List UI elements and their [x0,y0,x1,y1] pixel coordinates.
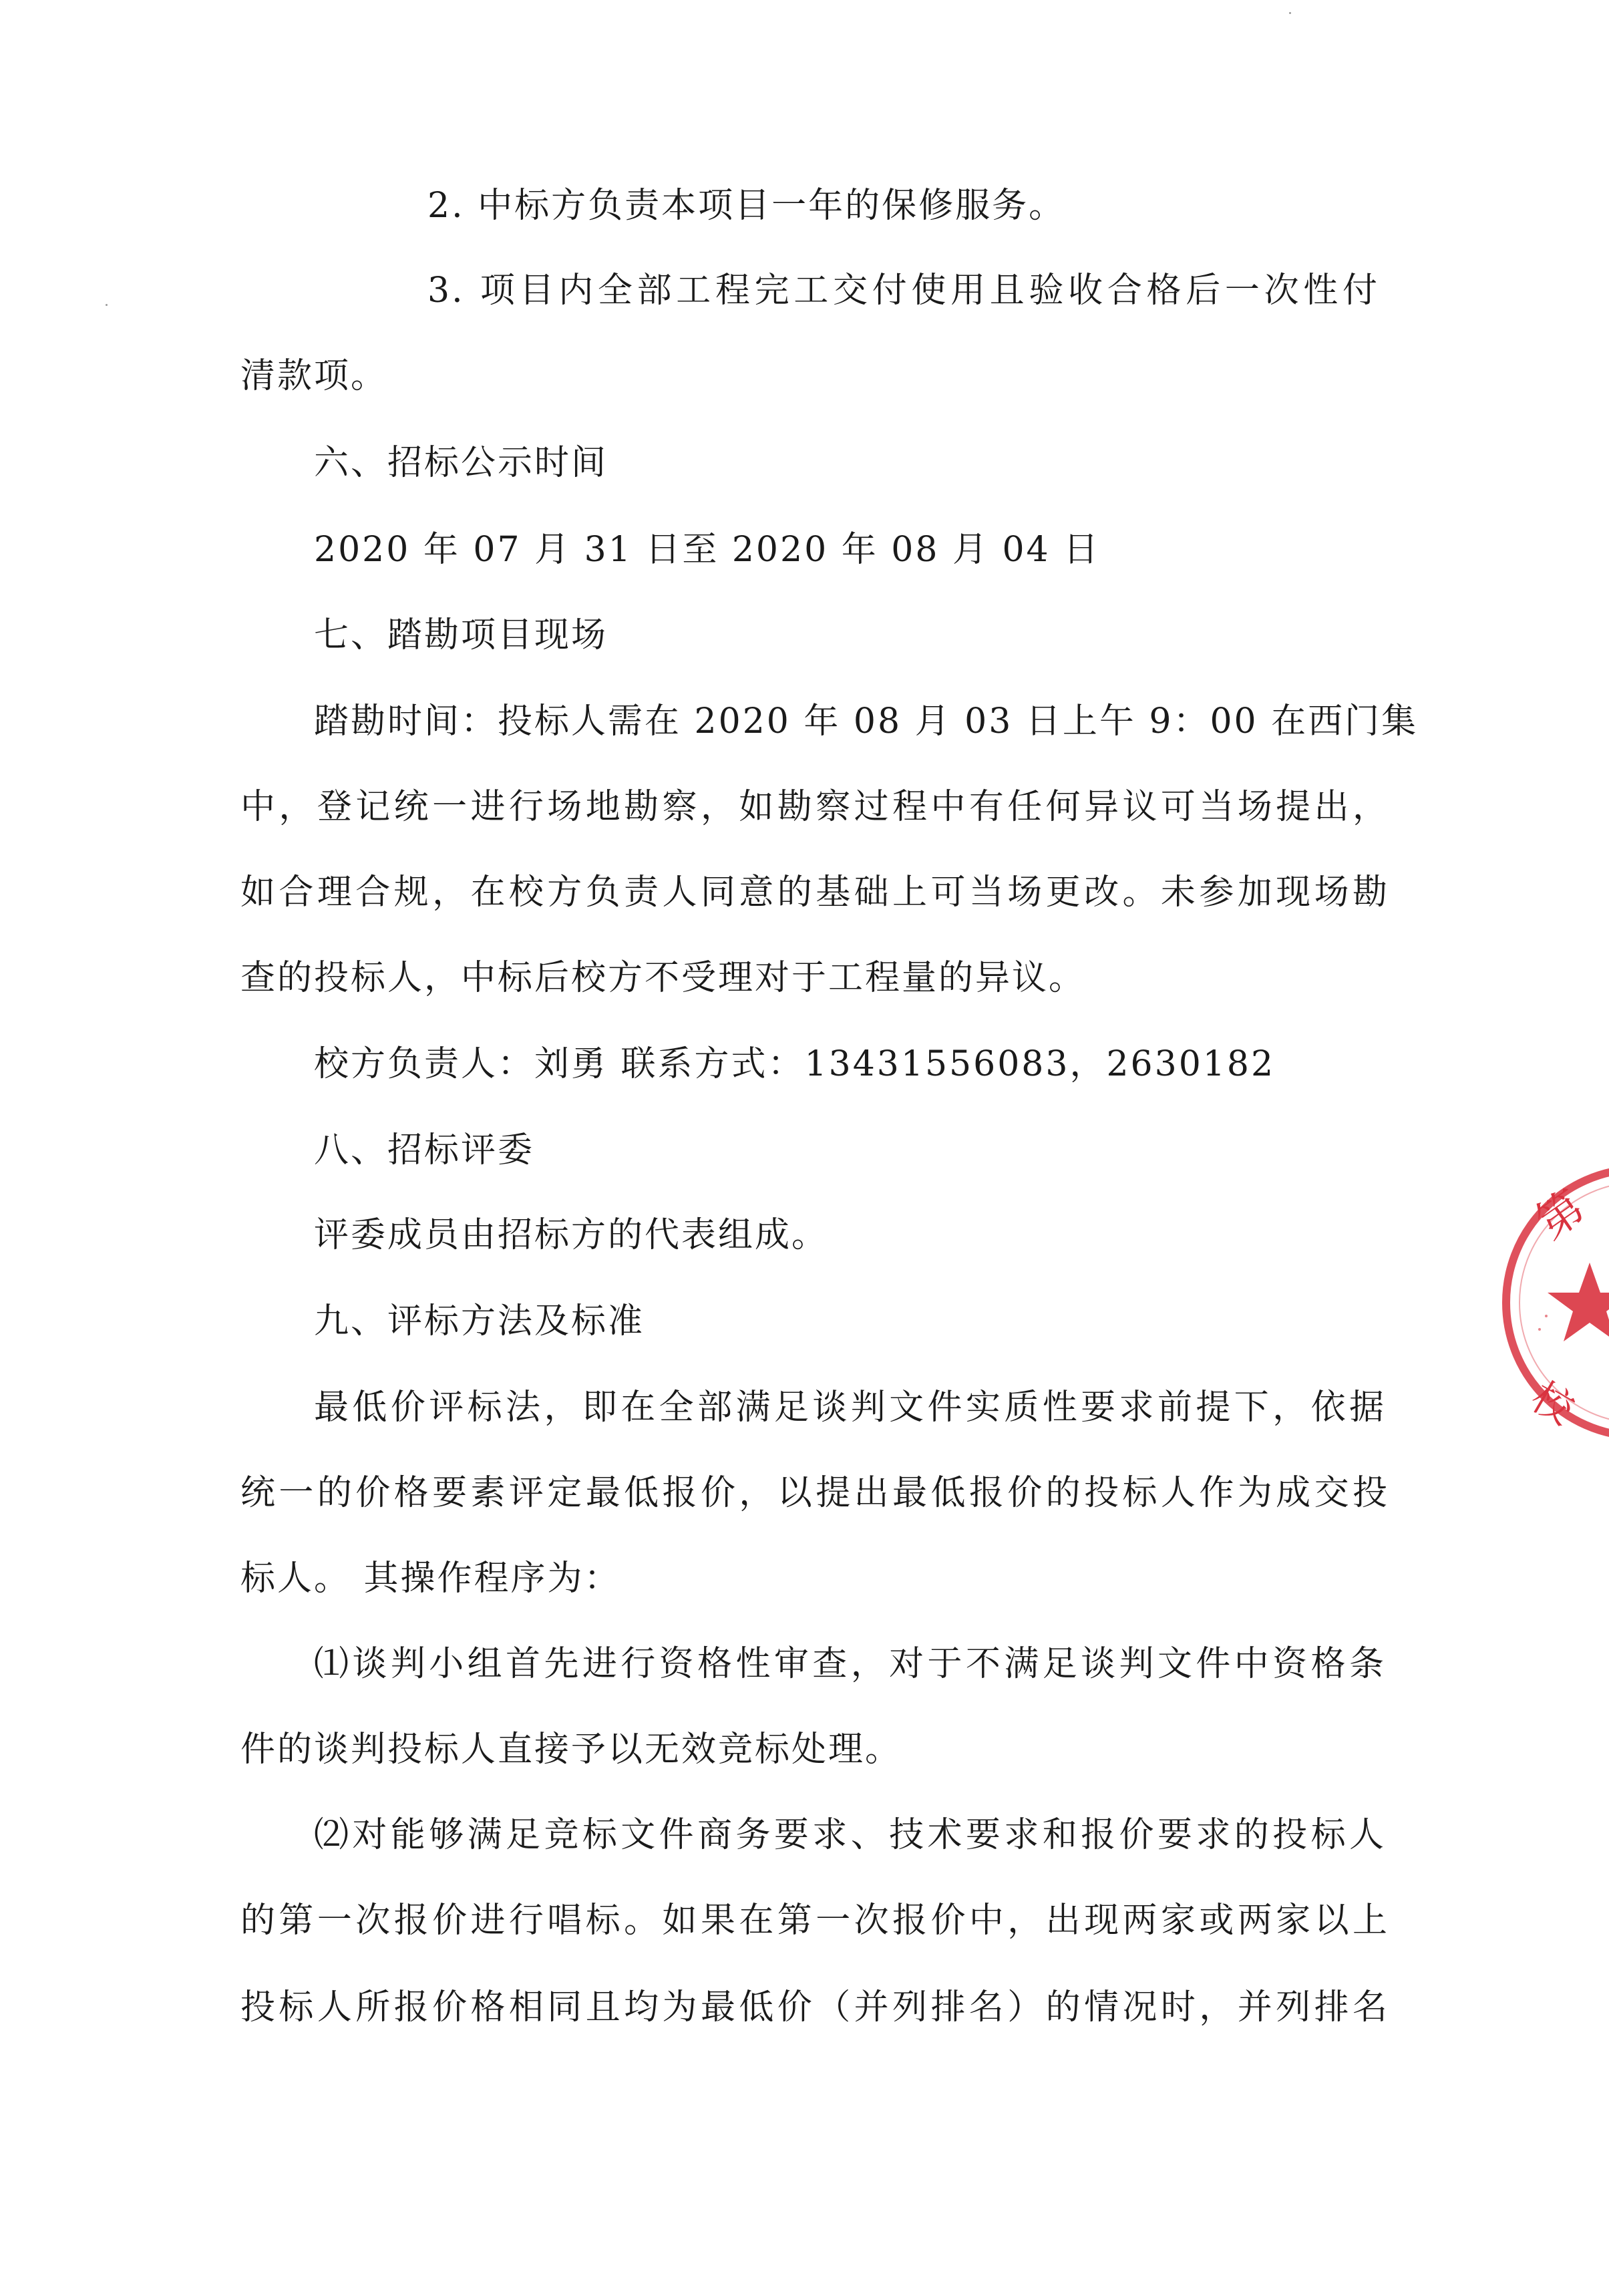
publicity-period: 2020 年 07 月 31 日至 2020 年 08 月 04 日 [314,530,1101,570]
official-seal-stamp [1479,1149,1609,1483]
paragraph-method-line1: 最低价评标法，即在全部满足谈判文件实质性要求前提下，依据 [314,1387,1386,1428]
paragraph-committee: 评委成员由招标方的代表组成。 [314,1215,829,1255]
section-heading-9: 九、评标方法及标准 [314,1301,645,1341]
seal-char-1: 第 [1527,1180,1595,1250]
paragraph-survey-line3: 如合理合规，在校方负责人同意的基础上可当场更改。未参加现场勘 [240,872,1389,913]
paragraph-step2-line2: 的第一次报价进行唱标。如果在第一次报价中，出现两家或两家以上 [240,1901,1389,1941]
paragraph-warranty: 2. 中标方负责本项目一年的保修服务。 [427,186,1066,226]
paragraph-step1-line2: 件的谈判投标人直接予以无效竞标处理。 [240,1730,902,1770]
section-heading-8: 八、招标评委 [314,1130,535,1170]
paragraph-survey-line2: 中，登记统一进行场地勘察，如勘察过程中有任何异议可当场提出， [240,787,1389,827]
contact-info: 校方负责人：刘勇 联系方式：13431556083，2630182 [314,1044,1276,1084]
paragraph-method-line2: 统一的价格要素评定最低报价，以提出最低报价的投标人作为成交投 [240,1473,1389,1513]
section-heading-7: 七、踏勘项目现场 [314,615,608,655]
paragraph-step2-line1: ⑵对能够满足竞标文件商务要求、技术要求和报价要求的投标人 [314,1815,1386,1855]
section-heading-6: 六、招标公示时间 [314,443,608,483]
paragraph-payment-line1: 3. 项目内全部工程完工交付使用且验收合格后一次性付 [427,271,1379,311]
seal-star-icon [1548,1263,1609,1341]
scan-speck [106,304,108,306]
paragraph-step1-line1: ⑴谈判小组首先进行资格性审查，对于不满足谈判文件中资格条 [314,1644,1386,1684]
seal-char-2: 校 [1523,1373,1582,1434]
paragraph-survey-line4: 查的投标人，中标后校方不受理对于工程量的异议。 [240,958,1086,998]
paragraph-survey-line1: 踏勘时间：投标人需在 2020 年 08 月 03 日上午 9：00 在西门集 [314,701,1419,742]
paragraph-step2-line3: 投标人所报价格相同且均为最低价（并列排名）的情况时，并列排名 [240,1987,1389,2027]
paragraph-payment-line2: 清款项。 [240,356,388,396]
paragraph-method-line3: 标人。 其操作程序为： [240,1559,621,1599]
scan-speck [1289,12,1291,14]
